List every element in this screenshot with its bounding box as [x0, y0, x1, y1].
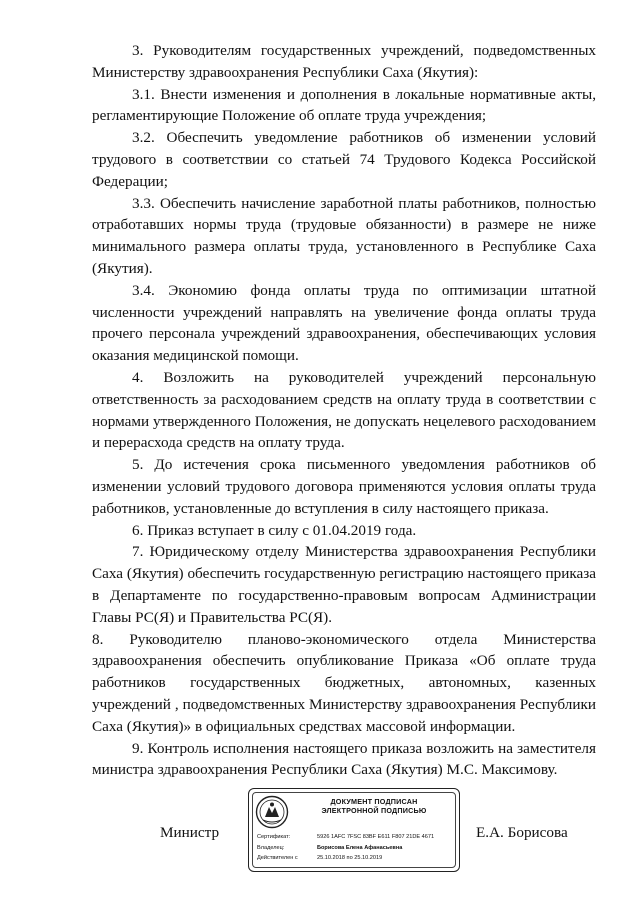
paragraph-3-2: 3.2. Обеспечить уведомление работников об изменении условий трудового в соответствии со статьей 74 Трудового Кодекса Российской Федерации; — [92, 129, 596, 190]
paragraph-3-3: 3.3. Обеспечить начисление заработной платы работников, полностью отработавших нормы труда (трудовые обязанности) в размере не ниже минимального размера оплаты труда, установленного в Республике Саха (Якутия). — [92, 194, 596, 277]
signer-position: Министр — [160, 824, 220, 841]
paragraph-3: 3. Руководителям государственных учреждений, подведомственных Министерству здравоохранения Республики Саха (Якутия): — [92, 42, 596, 81]
stamp-title-line2: ЭЛЕКТРОННОЙ ПОДПИСЬЮ — [321, 806, 427, 815]
paragraph-3-1: 3.1. Внести изменения и дополнения в локальные нормативные акты, регламентирующие Положение об оплате труда учреждения; — [92, 85, 596, 125]
stamp-valid-label: Действителен с — [257, 855, 298, 861]
stamp-cert-label: Сертификат: — [257, 834, 291, 840]
stamp-title — [299, 797, 449, 815]
electronic-signature-stamp — [248, 788, 460, 872]
stamp-valid-value: 25.10.2018 по 25.10.2019 — [317, 855, 383, 861]
signer-name: Е.А. Борисова — [476, 824, 568, 841]
paragraph-9: 9. Контроль исполнения настоящего приказа возложить на заместителя министра здравоохранения Республики Саха (Якутия) М.С. Максимову. — [92, 739, 596, 779]
stamp-valid-row — [257, 853, 453, 864]
signature-block — [0, 788, 640, 878]
paragraph-4: 4. Возложить на руководителей учреждений персональную ответственность за расходованием средств на оплату труда в соответствии с нормами утвержденного Положения, не допускать нецелевого расходованием и перерасхода средств на оплату труда. — [92, 368, 596, 452]
document-body — [92, 40, 596, 781]
stamp-owner-value: Борисова Елена Афанасьевна — [317, 844, 403, 851]
paragraph-5: 5. До истечения срока письменного уведомления работников об изменении условий трудового договора применяются условия оплаты труда работников, установленные до вступления в силу настоящего приказа. — [92, 456, 596, 517]
stamp-title-line1: ДОКУМЕНТ ПОДПИСАН — [330, 797, 418, 806]
stamp-details — [257, 832, 453, 864]
paragraph-7: 7. Юридическому отделу Министерства здравоохранения Республики Саха (Якутия) обеспечить государственную регистрацию настоящего приказа в Департаменте по государственно-правовым вопросам Администрации Главы РС(Я) и Правительства РС(Я). — [92, 543, 596, 626]
paragraph-8: 8. Руководителю планово-экономического отдела Министерства здравоохранения обеспечить опубликование Приказа «Об оплате труда работников государственных бюджетных, автономных, казенных учреждений , подведомственных Министерству здравоохранения Республики Саха (Якутия)» в официальных средствах массовой информации. — [92, 630, 596, 735]
stamp-owner-label: Владелец: — [257, 844, 285, 851]
stamp-cert-value: 5926 1AFC 7FSC 83BF E611 F807 21DE 4671 — [317, 834, 435, 840]
paragraph-3-4: 3.4. Экономию фонда оплаты труда по оптимизации штатной численности учреждений направлять на увеличение фонда оплаты труда прочего персонала учреждений здравоохранения, обеспечивающих условия оказания медицинской помощи. — [92, 281, 596, 365]
stamp-cert-row — [257, 832, 453, 843]
paragraph-6: 6. Приказ вступает в силу с 01.04.2019 года. — [132, 521, 417, 539]
sakha-emblem-icon — [255, 795, 289, 829]
stamp-owner-row — [257, 843, 453, 854]
